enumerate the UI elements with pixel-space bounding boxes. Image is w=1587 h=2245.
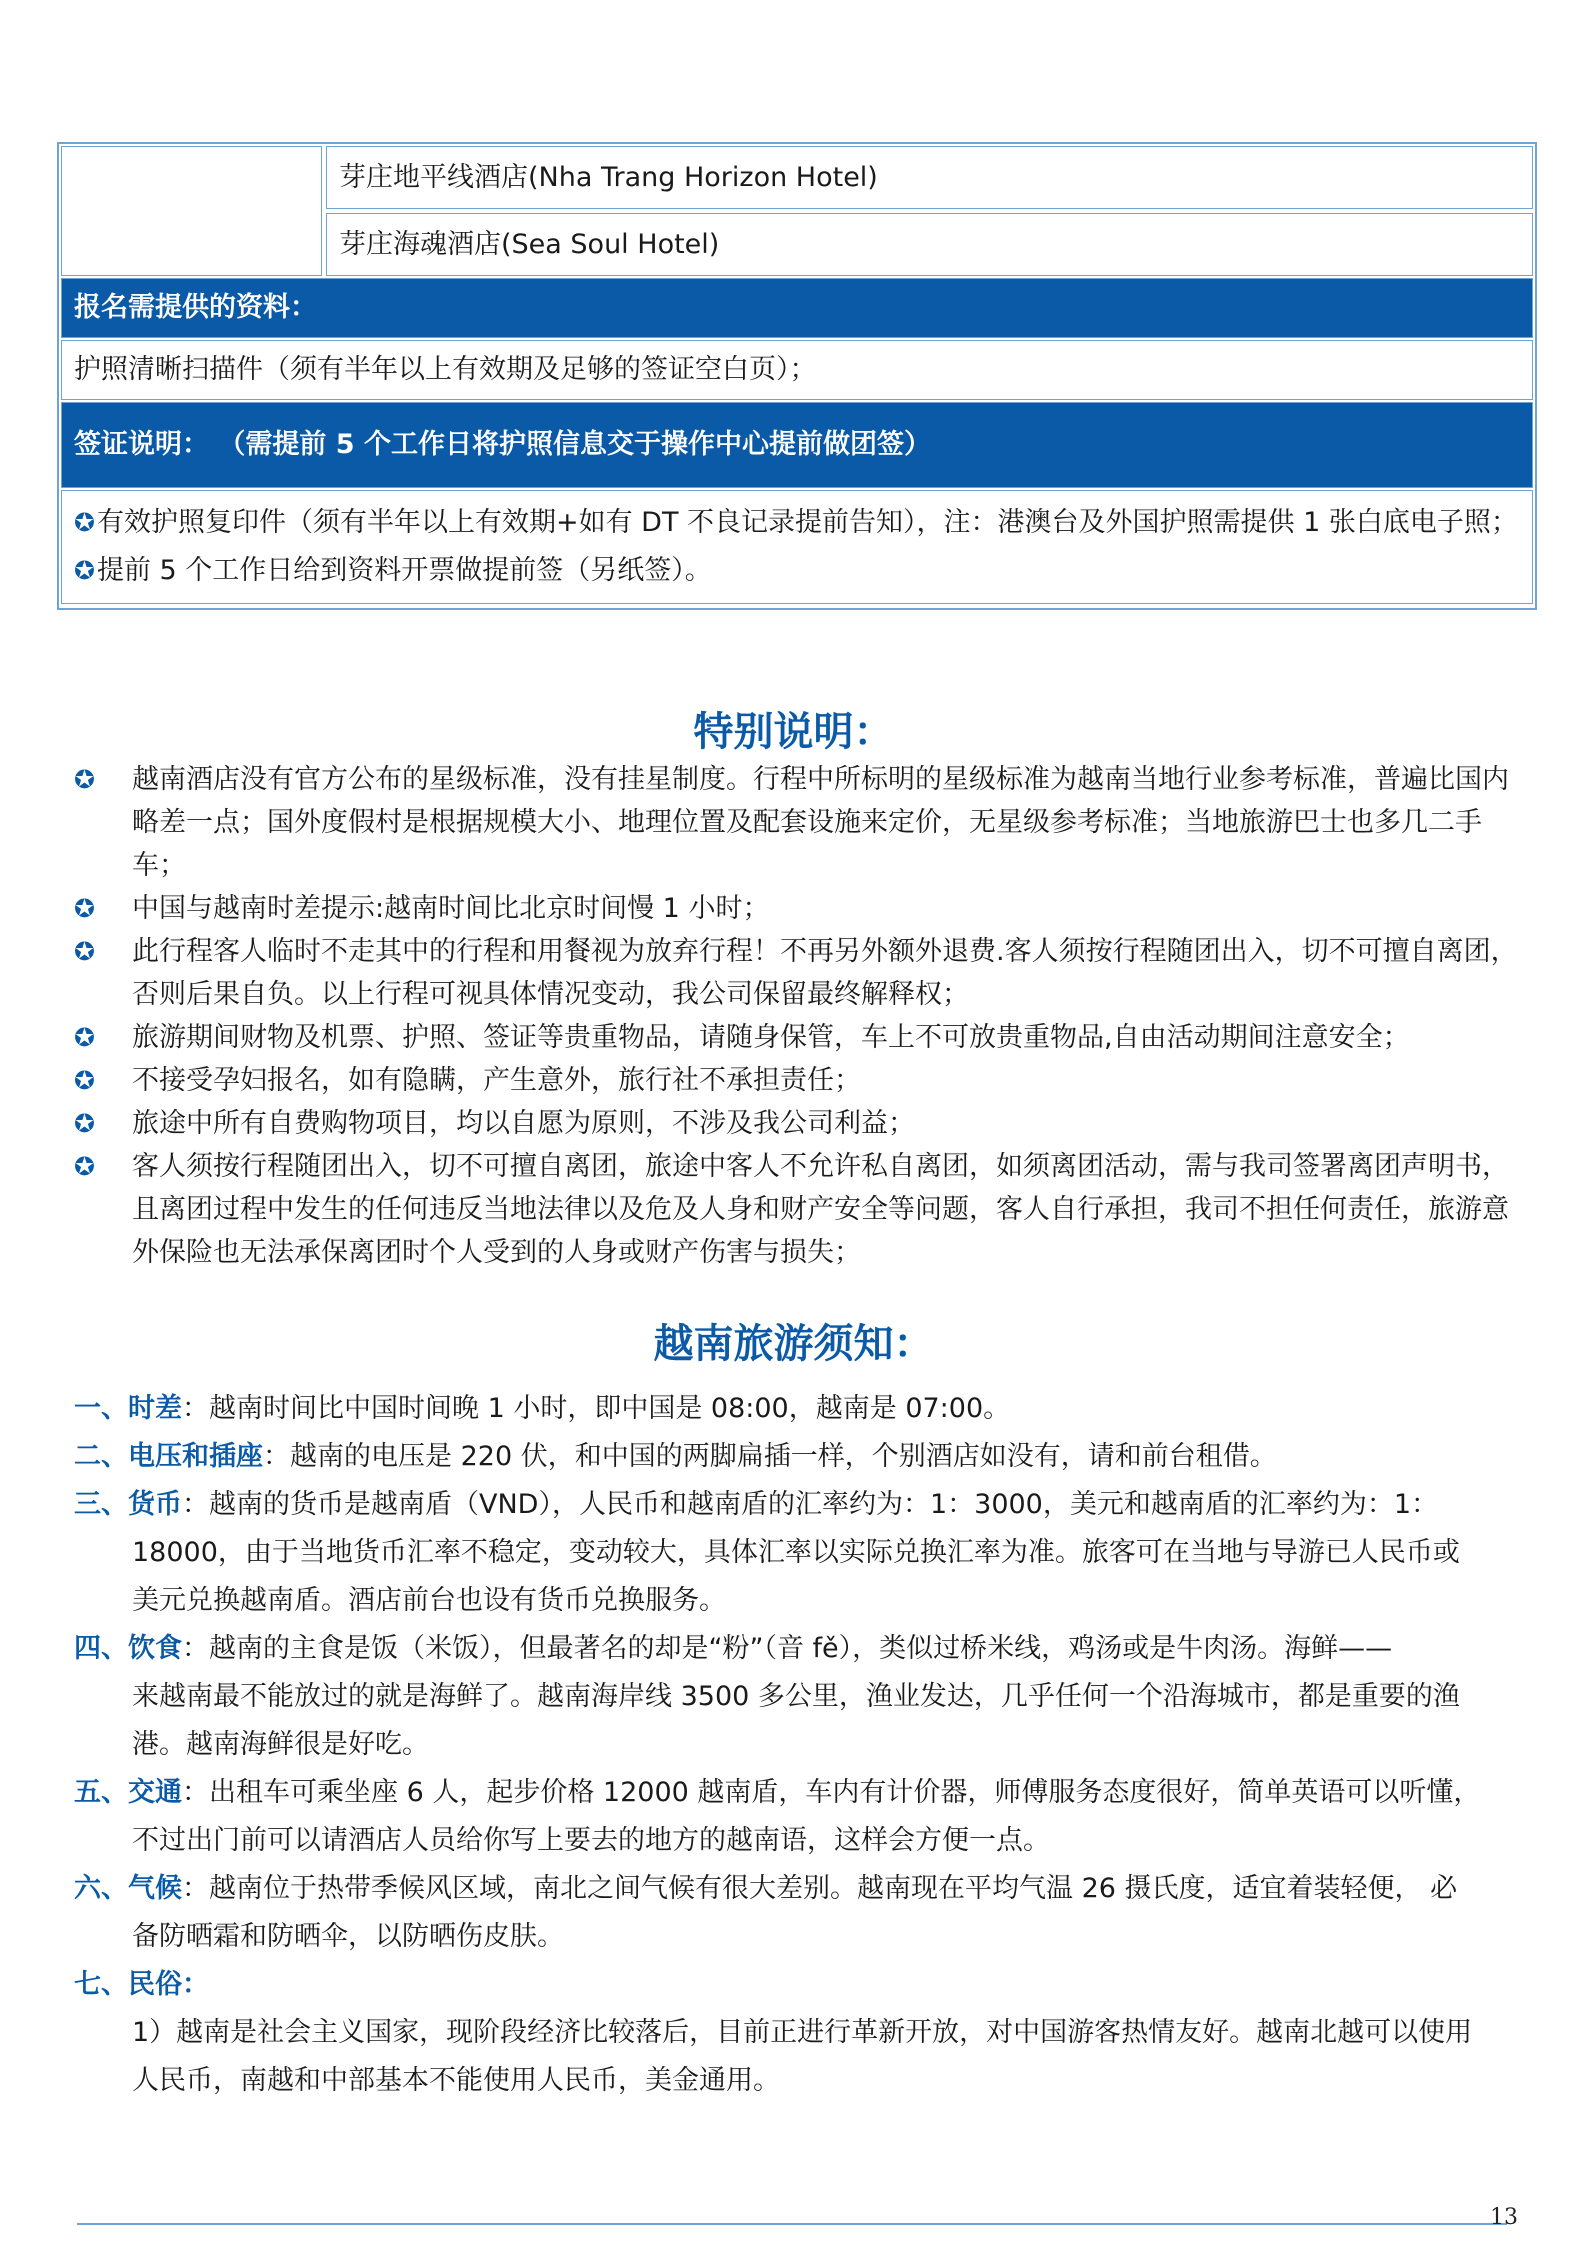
tip-number: 一、 — [74, 1393, 128, 1424]
tip-label: 交通 — [128, 1777, 182, 1808]
list-item: ✪ 越南酒店没有官方公布的星级标准，没有挂星制度。行程中所标明的星级标准为越南当地行业参考标准，普遍比国内略差一点；国外度假村是根据规模大小、地理位置及配套设施来定价，无星级参考标准；当地旅游巴士也多几二手车； — [74, 758, 1524, 887]
tip-label: 气候 — [128, 1873, 182, 1904]
tip-number: 五、 — [74, 1777, 128, 1808]
special-notes-list — [74, 758, 1524, 1274]
star-bullet-icon: ✪ — [74, 508, 95, 537]
tip-number: 二、 — [74, 1441, 128, 1472]
tips-title: 越南旅游须知： — [653, 1321, 934, 1367]
list-item: ✪ 此行程客人临时不走其中的行程和用餐视为放弃行程！不再另外额外退费.客人须按行程随团出入，切不可擅自离团，否则后果自负。以上行程可视具体情况变动，我公司保留最终解释权； — [74, 930, 1524, 1016]
visa-header: 签证说明： （需提前 5 个工作日将护照信息交于操作中心提前做团签） — [61, 402, 1533, 488]
tip-label: 电压和插座 — [128, 1441, 263, 1472]
tip-label: 货币 — [128, 1489, 182, 1520]
hotel-item: 芽庄海魂酒店(Sea Soul Hotel) — [326, 213, 1533, 276]
tip-line: ：越南的货币是越南盾（VND），人民币和越南盾的汇率约为：1：3000，美元和越南盾的汇率约为：1： — [182, 1489, 1439, 1520]
list-item: ✪ 中国与越南时差提示:越南时间比北京时间慢 1 小时； — [74, 887, 1524, 930]
star-bullet-icon: ✪ — [74, 937, 95, 966]
hotel-label-cell — [61, 146, 322, 276]
star-bullet-icon: ✪ — [74, 765, 95, 794]
tip-label: 时差 — [128, 1393, 182, 1424]
tip-line: ：越南的电压是 220 伏，和中国的两脚扁插一样，个别酒店如没有，请和前台租借。 — [263, 1441, 1277, 1472]
visa-item — [74, 547, 1520, 595]
tip-number: 六、 — [74, 1873, 128, 1904]
hotel-rows — [61, 146, 1533, 276]
visa-item-text: 提前 5 个工作日给到资料开票做提前签（另纸签）。 — [96, 555, 712, 586]
tip-climate — [74, 1865, 1524, 1961]
list-item: ✪ 不接受孕妇报名，如有隐瞒，产生意外，旅行社不承担责任； — [74, 1059, 1524, 1102]
tip-line: ：越南的主食是饭（米饭），但最著名的却是“粉”（音 fě），类似过桥米线，鸡汤或是牛肉汤。海鲜—— — [182, 1633, 1393, 1664]
star-bullet-icon: ✪ — [74, 1066, 95, 1095]
materials-header: 报名需提供的资料： — [61, 278, 1533, 338]
tip-line: 港。越南海鲜很是好吃。 — [132, 1729, 429, 1760]
star-bullet-icon: ✪ — [74, 556, 95, 585]
tip-label: 饮食 — [128, 1633, 182, 1664]
tip-time-difference — [74, 1385, 1524, 1433]
tip-line: ：越南位于热带季候风区域，南北之间气候有很大差别。越南现在平均气温 26 摄氏度，适宜着装轻便， 必 — [182, 1873, 1458, 1904]
star-bullet-icon: ✪ — [74, 1152, 95, 1181]
visa-item — [74, 499, 1520, 547]
visa-details — [61, 490, 1533, 604]
tip-food — [74, 1625, 1524, 1769]
tip-line: 不过出门前可以请酒店人员给你写上要去的地方的越南语，这样会方便一点。 — [132, 1825, 1050, 1856]
page-number: 13 — [1490, 2205, 1518, 2230]
materials-text: 护照清晰扫描件（须有半年以上有效期及足够的签证空白页）； — [61, 340, 1533, 400]
tip-line: 备防晒霜和防晒伞，以防晒伤皮肤。 — [132, 1921, 564, 1952]
list-item: ✪ 客人须按行程随团出入，切不可擅自离团，旅途中客人不允许私自离团，如须离团活动，需与我司签署离团声明书，且离团过程中发生的任何违反当地法律以及危及人身和财产安全等问题，客人自行承担，我司不担任何责任，旅游意外保险也无法承保离团时个人受到的人身或财产伤害与损失； — [74, 1145, 1524, 1274]
tip-transport — [74, 1769, 1524, 1865]
tip-customs — [74, 1961, 1524, 2105]
tips-list — [74, 1385, 1524, 2105]
list-item: ✪ 旅游期间财物及机票、护照、签证等贵重物品，请随身保管，车上不可放贵重物品,自由活动期间注意安全； — [74, 1016, 1524, 1059]
star-bullet-icon: ✪ — [74, 894, 95, 923]
tip-number: 四、 — [74, 1633, 128, 1664]
tip-line: 1）越南是社会主义国家，现阶段经济比较落后，目前正进行革新开放，对中国游客热情友好。越南北越可以使用 — [132, 2017, 1473, 2048]
tip-label: 民俗 — [128, 1969, 182, 2000]
tip-line: 人民币，南越和中部基本不能使用人民币，美金通用。 — [132, 2065, 780, 2096]
visa-item-text: 有效护照复印件（须有半年以上有效期+如有 DT 不良记录提前告知），注：港澳台及外国护照需提供 1 张白底电子照； — [96, 507, 1518, 538]
tip-line: ：出租车可乘坐座 6 人，起步价格 12000 越南盾，车内有计价器，师傅服务态度很好，简单英语可以听懂， — [182, 1777, 1481, 1808]
tip-currency — [74, 1481, 1524, 1625]
info-table — [57, 142, 1537, 610]
special-title: 特别说明： — [693, 709, 894, 755]
tip-line: ： — [182, 1969, 209, 2000]
tip-line: 美元兑换越南盾。酒店前台也设有货币兑换服务。 — [132, 1585, 726, 1616]
tip-voltage — [74, 1433, 1524, 1481]
tip-number: 七、 — [74, 1969, 128, 2000]
star-bullet-icon: ✪ — [74, 1109, 95, 1138]
tip-number: 三、 — [74, 1489, 128, 1520]
hotel-list — [326, 146, 1533, 276]
tip-line: ：越南时间比中国时间晚 1 小时，即中国是 08:00，越南是 07:00。 — [182, 1393, 1011, 1424]
hotel-item: 芽庄地平线酒店(Nha Trang Horizon Hotel) — [326, 146, 1533, 209]
tip-line: 18000，由于当地货币汇率不稳定，变动较大，具体汇率以实际兑换汇率为准。旅客可在当地与导游已人民币或 — [132, 1537, 1460, 1568]
list-item: ✪ 旅途中所有自费购物项目，均以自愿为原则，不涉及我公司利益； — [74, 1102, 1524, 1145]
footer-divider — [77, 2223, 1507, 2225]
tip-line: 来越南最不能放过的就是海鲜了。越南海岸线 3500 多公里，渔业发达，几乎任何一个沿海城市，都是重要的渔 — [132, 1681, 1460, 1712]
star-bullet-icon: ✪ — [74, 1023, 95, 1052]
